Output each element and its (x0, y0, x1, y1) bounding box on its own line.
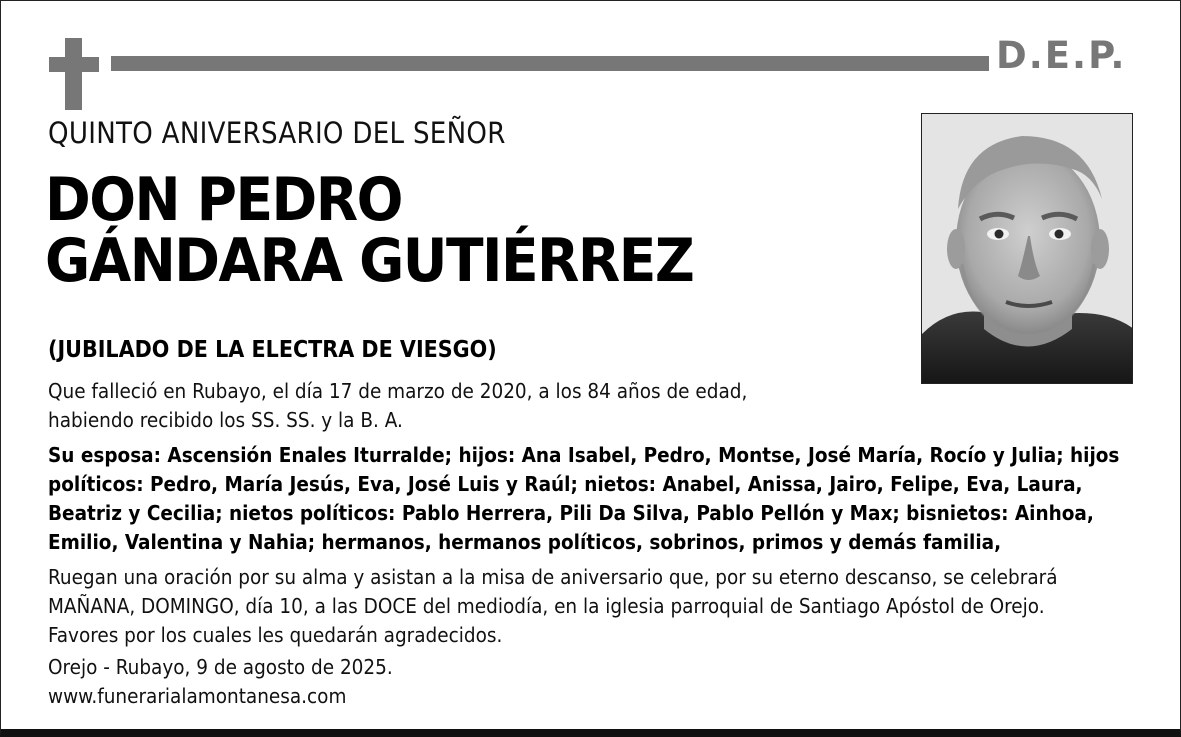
mass-info-line: MAÑANA, DOMINGO, día 10, a las DOCE del mediodía, en la iglesia parroquial de Santiago Apóstol de Orejo. (48, 594, 1045, 618)
dep-label: D.E.P. (996, 34, 1127, 77)
family-line: Beatriz y Cecilia; nietos políticos: Pablo Herrera, Pili Da Silva, Pablo Pellón y Max; bisnietos: Ainhoa, (48, 501, 1094, 525)
header-rule (111, 56, 989, 71)
family-line: Emilio, Valentina y Nahia; hermanos, hermanos políticos, sobrinos, primos y demás familia, (48, 530, 1002, 554)
family-list (48, 441, 1158, 557)
family-line: Su esposa: Ascensión Enales Iturralde; hijos: Ana Isabel, Pedro, Montse, José María, Rocío y Julia; hijos (48, 443, 1120, 467)
cross-icon (49, 38, 99, 110)
mass-info-line: Favores por los cuales les quedarán agradecidos. (48, 623, 503, 647)
portrait-photo (921, 113, 1133, 384)
family-line: políticos: Pedro, María Jesús, Eva, José Luis y Raúl; nietos: Anabel, Anissa, Jairo, Felipe, Eva, Laura, (48, 472, 1083, 496)
deceased-name (45, 165, 694, 296)
name-line-2: GÁNDARA GUTIÉRREZ (45, 226, 694, 296)
death-info (48, 377, 808, 435)
mass-info-line: Ruegan una oración por su alma y asistan a la misa de aniversario que, por su eterno descanso, se celebrará (48, 565, 1058, 589)
pre-title: QUINTO ANIVERSARIO DEL SEÑOR (48, 116, 506, 150)
website-link[interactable]: www.funerarialamontanesa.com (48, 684, 347, 708)
death-info-line: habiendo recibido los SS. SS. y la B. A. (48, 408, 403, 432)
mass-info (48, 563, 1158, 650)
death-info-line: Que falleció en Rubayo, el día 17 de marzo de 2020, a los 84 años de edad, (48, 379, 748, 403)
footer (48, 653, 748, 711)
place-date: Orejo - Rubayo, 9 de agosto de 2025. (48, 655, 393, 679)
occupation-subtitle: (JUBILADO DE LA ELECTRA DE VIESGO) (48, 337, 497, 363)
name-line-1: DON PEDRO (45, 165, 402, 235)
